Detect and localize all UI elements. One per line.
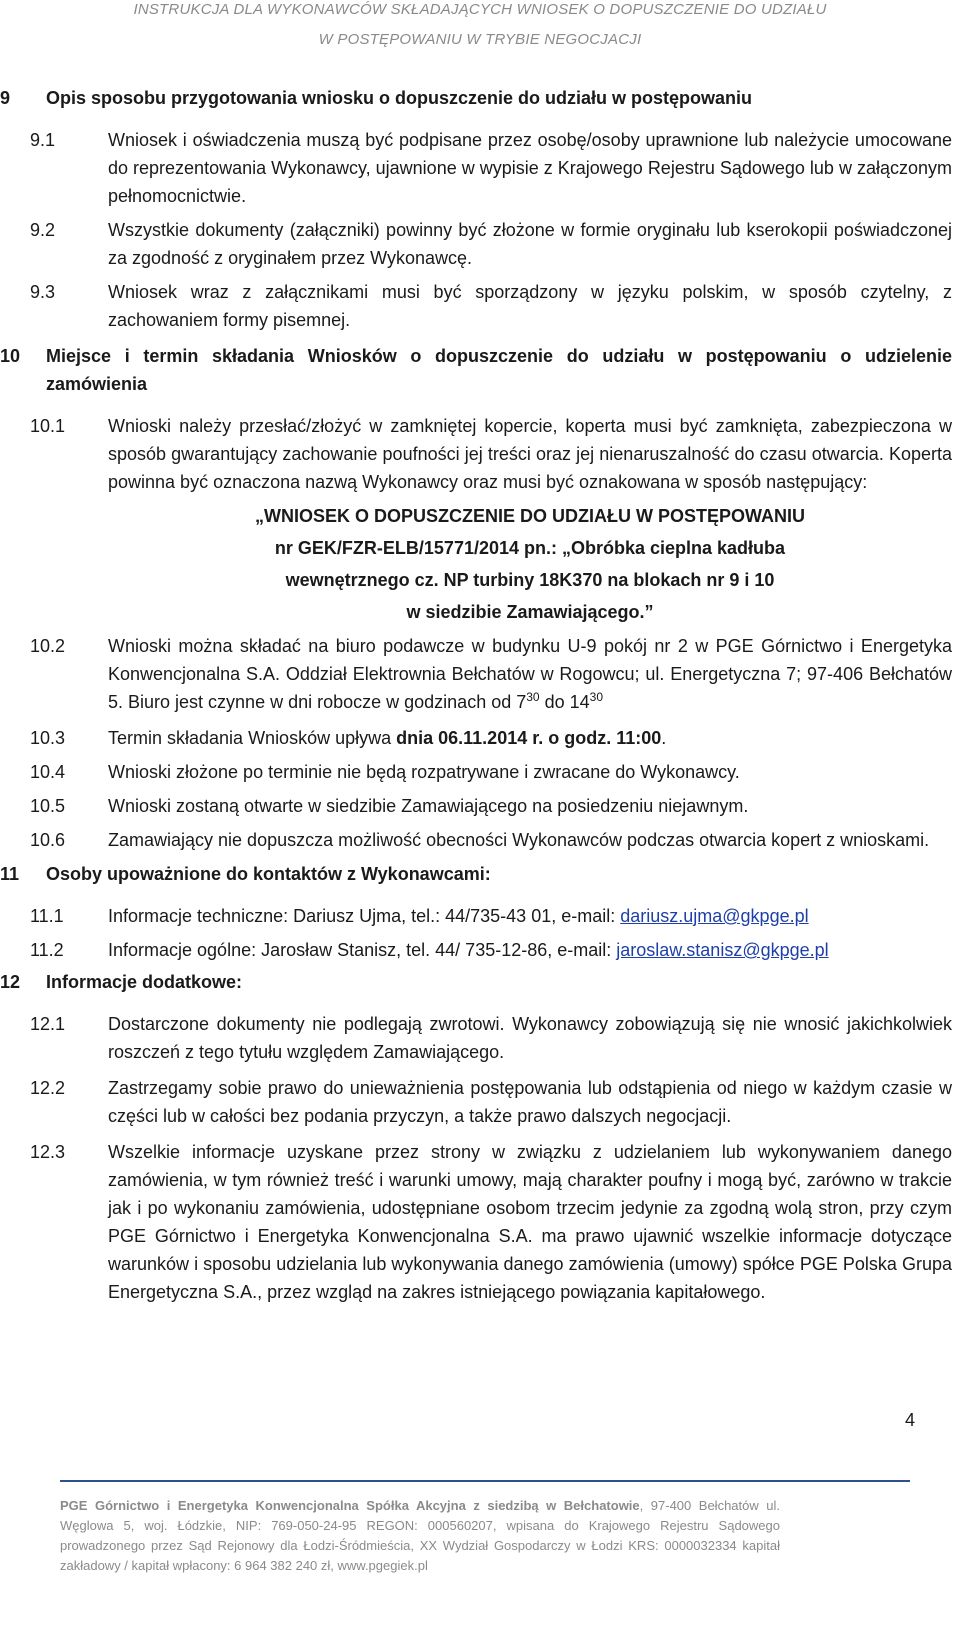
page-number: 4 bbox=[905, 1410, 916, 1430]
list-item bbox=[0, 1010, 952, 1066]
item-text: Termin składania Wniosków upływa bbox=[108, 728, 397, 748]
item-number: 10.4 bbox=[30, 762, 66, 782]
envelope-line: wewnętrznego cz. NP turbiny 18K370 na blokach nr 9 i 10 bbox=[285, 570, 775, 590]
list-item bbox=[0, 412, 952, 496]
list-item bbox=[0, 724, 952, 752]
item-number: 9.3 bbox=[30, 282, 56, 302]
item-text: Zastrzegamy sobie prawo do unieważnienia postępowania lub odstąpienia od niego w każdym czasie w części lub w całości bez podania przyczyn, a także prawo dalszych negocjacji. bbox=[108, 1078, 952, 1126]
section-11-heading bbox=[0, 860, 952, 888]
section-9-heading bbox=[0, 84, 952, 112]
item-number: 9.2 bbox=[30, 220, 56, 240]
item-number: 10.3 bbox=[30, 728, 66, 748]
item-text: Wnioski należy przesłać/złożyć w zamkniętej kopercie, koperta musi być zamknięta, zabezpieczona w sposób gwarantujący zachowanie poufności jej treści oraz jej nienaruszalność do czasu otwarcia. Koperta powinna być oznaczona nazwą Wykonawcy oraz musi być oznakowana w sposób następujący: bbox=[108, 416, 952, 492]
email-link[interactable]: jaroslaw.stanisz@gkpge.pl bbox=[616, 940, 829, 960]
item-text: Wniosek wraz z załącznikami musi być sporządzony w języku polskim, w sposób czytelny, z zachowaniem formy pisemnej. bbox=[108, 282, 952, 330]
item-text: Wniosek i oświadczenia muszą być podpisane przez osobę/osoby uprawnione lub należycie umocowane do reprezentowania Wykonawcy, ujawnione w wypisie z Krajowego Rejestru Sądowego lub w załączonym pełnomocnictwie. bbox=[108, 130, 952, 206]
item-text: Wszystkie dokumenty (załączniki) powinny być złożone w formie oryginału lub kserokopii poświadczonej za zgodność z oryginałem przez Wykonawcę. bbox=[108, 220, 952, 268]
item-number: 10.5 bbox=[30, 796, 66, 816]
item-text: Zamawiający nie dopuszcza możliwość obecności Wykonawców podczas otwarcia kopert z wnioskami. bbox=[108, 830, 930, 850]
item-text: . bbox=[661, 728, 667, 748]
running-header-line-1: INSTRUKCJA DLA WYKONAWCÓW SKŁADAJĄCYCH WNIOSEK O DOPUSZCZENIE DO UDZIAŁU bbox=[133, 1, 827, 18]
item-number: 12.1 bbox=[30, 1014, 66, 1034]
section-number: 12 bbox=[0, 972, 21, 992]
item-number: 10.2 bbox=[30, 636, 66, 656]
item-number: 10.6 bbox=[30, 830, 66, 850]
item-text: Wnioski złożone po terminie nie będą rozpatrywane i zwracane do Wykonawcy. bbox=[108, 762, 740, 782]
section-number: 9 bbox=[0, 88, 11, 108]
item-number: 11.2 bbox=[30, 940, 64, 960]
superscript: 30 bbox=[526, 690, 540, 704]
item-text: Wnioski zostaną otwarte w siedzibie Zamawiającego na posiedzeniu niejawnym. bbox=[108, 796, 749, 816]
list-item bbox=[0, 1074, 952, 1130]
item-text: Dostarczone dokumenty nie podlegają zwrotowi. Wykonawcy zobowiązują się nie wnosić jakichkolwiek roszczeń z tego tytułu względem Zamawiającego. bbox=[108, 1014, 952, 1062]
running-header-line-2: W POSTĘPOWANIU W TRYBIE NEGOCJACJI bbox=[318, 31, 642, 48]
section-number: 10 bbox=[0, 346, 21, 366]
section-10-heading bbox=[0, 342, 952, 398]
item-number: 11.1 bbox=[30, 906, 64, 926]
envelope-line: nr GEK/FZR-ELB/15771/2014 pn.: „Obróbka cieplna kadłuba bbox=[274, 538, 786, 558]
list-item bbox=[0, 126, 952, 210]
item-number: 9.1 bbox=[30, 130, 56, 150]
list-item bbox=[0, 902, 952, 930]
item-text: Informacje techniczne: Dariusz Ujma, tel.: 44/735-43 01, e-mail: bbox=[108, 906, 621, 926]
item-text: Wnioski można składać na biuro podawcze w budynku U-9 pokój nr 2 w PGE Górnictwo i Energetyka Konwencjonalna S.A. Oddział Elektrownia Bełchatów w Rogowcu; ul. Energetyczna 7; 97-406 Bełchatów 5. Biuro jest czynne w dni robocze w godzinach od 7 bbox=[108, 636, 952, 712]
list-item bbox=[0, 1138, 952, 1306]
section-12-heading bbox=[0, 968, 952, 996]
list-item bbox=[0, 632, 952, 716]
envelope-line: w siedzibie Zamawiającego.” bbox=[406, 602, 654, 622]
document-body bbox=[0, 84, 960, 1306]
item-number: 10.1 bbox=[30, 416, 66, 436]
email-link[interactable]: dariusz.ujma@gkpge.pl bbox=[620, 906, 809, 926]
footer-details: , 97-400 Bełchatów ul. Węglowa 5, woj. Łódzkie, NIP: 769-050-24-95 REGON: 000560207, wpisana do Krajowego Rejestru Sądowego prowadzonego przez Sąd Rejonowy dla Łodzi-Śródmieścia, XX Wydział Gospodarczy w Łodzi KRS: 0000032334 kapitał zakładowy / kapitał wpłacony: 6 964 382 240 zł, www.pgegiek.pl bbox=[60, 1498, 781, 1573]
list-item bbox=[0, 936, 952, 964]
item-text: Wszelkie informacje uzyskane przez strony w związku z udzielaniem lub wykonywaniem danego zamówienia, w tym również treść i warunki umowy, mają charakter poufny i mogą być, zarówno w trakcie jak i po wykonaniu zamówienia, udostępniane osobom trzecim jedynie za zgodną wolą stron, przy czym PGE Górnictwo i Energetyka Konwencjonalna S.A. ma prawo ujawnić wszelkie informacje dotyczące warunków i sposobu udzielania lub wykonywania danego zamówienia (umowy) spółce PGE Polska Grupa Energetyczna S.A., przez wzgląd na zakres istniejącego powiązania kapitałowego. bbox=[108, 1142, 952, 1302]
envelope-marking bbox=[0, 500, 952, 628]
item-text: Informacje ogólne: Jarosław Stanisz, tel. 44/ 735-12-86, e-mail: bbox=[108, 940, 617, 960]
company-footer bbox=[60, 1496, 780, 1576]
list-item bbox=[0, 216, 952, 272]
section-title: Informacje dodatkowe: bbox=[46, 972, 243, 992]
footer-company-name: PGE Górnictwo i Energetyka Konwencjonalna Spółka Akcyjna z siedzibą w Bełchatowie bbox=[60, 1498, 640, 1513]
superscript: 30 bbox=[589, 690, 604, 704]
section-title: Miejsce i termin składania Wniosków o dopuszczenie do udziału w postępowaniu o udzielenie zamówienia bbox=[46, 346, 952, 394]
list-item bbox=[0, 792, 952, 820]
section-title: Osoby upoważnione do kontaktów z Wykonawcami: bbox=[46, 864, 491, 884]
list-item bbox=[0, 278, 952, 334]
section-number: 11 bbox=[0, 864, 20, 884]
item-number: 12.3 bbox=[30, 1142, 66, 1162]
item-text: do 14 bbox=[539, 692, 590, 712]
deadline-text: dnia 06.11.2014 r. o godz. 11:00 bbox=[396, 728, 662, 748]
section-title: Opis sposobu przygotowania wniosku o dopuszczenie do udziału w postępowaniu bbox=[46, 88, 753, 108]
envelope-line: „WNIOSEK O DOPUSZCZENIE DO UDZIAŁU W POSTĘPOWANIU bbox=[254, 506, 805, 526]
list-item bbox=[0, 758, 952, 786]
list-item bbox=[0, 826, 952, 854]
item-number: 12.2 bbox=[30, 1078, 66, 1098]
footer-divider bbox=[60, 1480, 910, 1482]
